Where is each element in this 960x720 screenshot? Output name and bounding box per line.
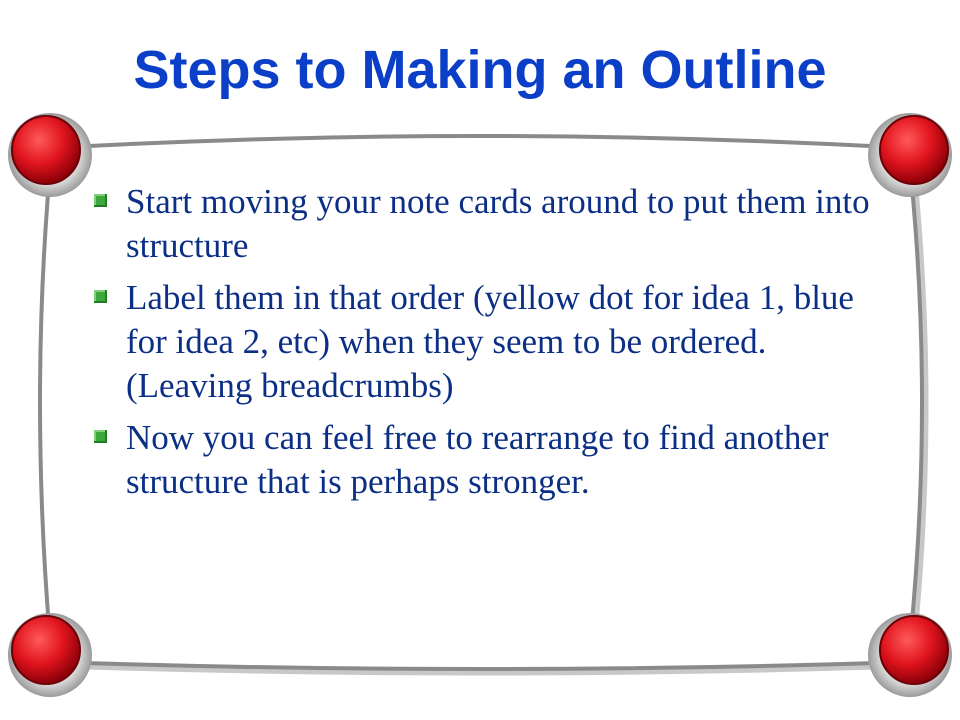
square-bullet-icon <box>94 290 107 303</box>
slide-title: Steps to Making an Outline <box>133 40 827 100</box>
bullet-item <box>92 416 882 504</box>
bullet-text: Start moving your note cards around to put them into structure <box>126 182 870 265</box>
bullet-text: Now you can feel free to rearrange to find another structure that is perhaps stronger. <box>126 418 829 501</box>
bullet-text: Label them in that order (yellow dot for idea 1, blue for idea 2, etc) when they seem to be ordered. (Leaving breadcrumbs) <box>126 278 854 405</box>
rivet-bottom-left-icon <box>8 613 92 697</box>
square-bullet-icon <box>94 194 107 207</box>
square-bullet-icon <box>94 430 107 443</box>
bullet-item <box>92 180 882 268</box>
bullet-list <box>92 180 882 512</box>
rivet-bottom-right-icon <box>868 613 952 697</box>
rivet-top-left-icon <box>8 113 92 197</box>
bullet-item <box>92 276 882 408</box>
